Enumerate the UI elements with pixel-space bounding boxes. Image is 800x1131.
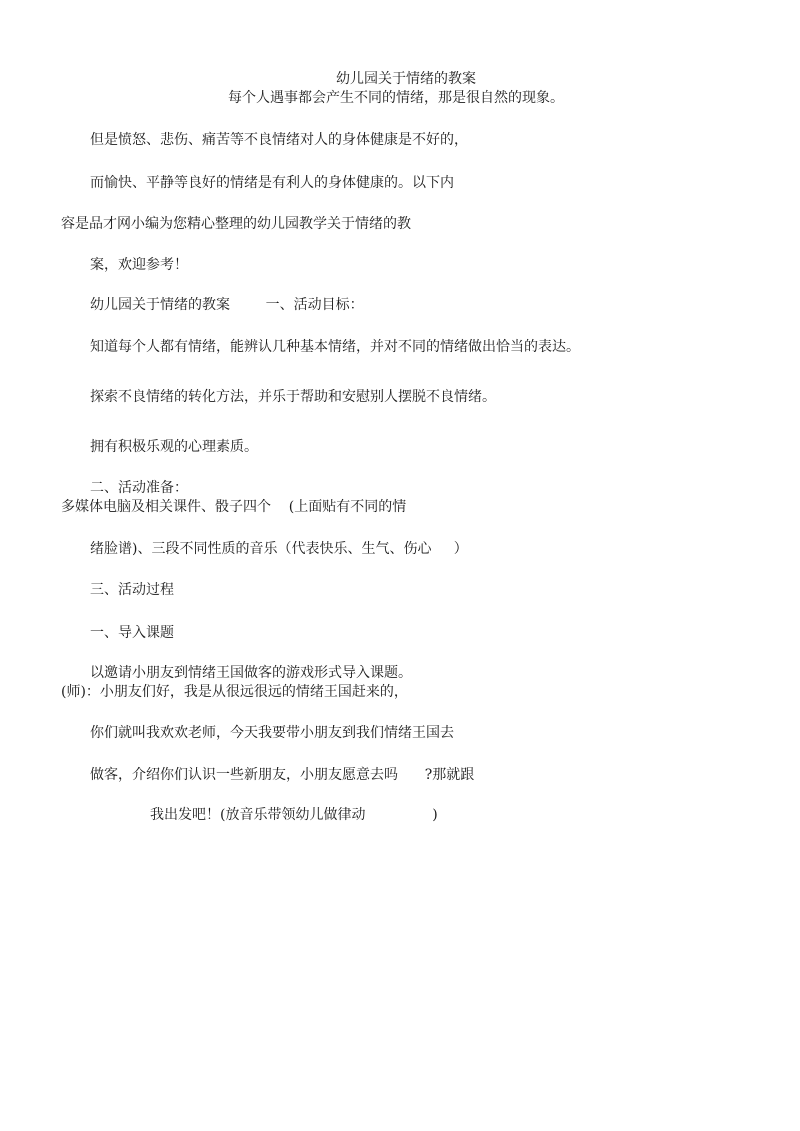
text-line: 以邀请小朋友到情绪王国做客的游戏形式导入课题。 xyxy=(90,665,412,681)
text-line: 绪脸谱)、三段不同性质的音乐（代表快乐、生气、伤心 ） xyxy=(90,541,468,557)
text-line: 案，欢迎参考！ xyxy=(90,257,188,273)
text-line: 多媒体电脑及相关课件、骰子四个 (上面贴有不同的情 xyxy=(61,499,407,515)
subsection-heading-intro: 一、导入课题 xyxy=(90,625,174,641)
text-line: 我出发吧！(放音乐带领幼儿做律动 ) xyxy=(150,807,438,823)
document-title: 幼儿园关于情绪的教案 xyxy=(336,71,476,87)
text-line: 探索不良情绪的转化方法，并乐于帮助和安慰别人摆脱不良情绪。 xyxy=(90,389,496,405)
text-line: 容是品才网小编为您精心整理的幼儿园教学关于情绪的教 xyxy=(61,216,411,232)
section-heading-preparation: 二、活动准备： xyxy=(90,480,188,496)
text-line: 而愉快、平静等良好的情绪是有利人的身体健康的。以下内 xyxy=(90,175,454,191)
text-line: 拥有积极乐观的心理素质。 xyxy=(90,439,258,455)
text-line: 知道每个人都有情绪，能辨认几种基本情绪，并对不同的情绪做出恰当的表达。 xyxy=(90,339,580,355)
text-line: 做客，介绍你们认识一些新朋友，小朋友愿意去吗 ?那就跟 xyxy=(90,767,475,783)
section-heading-objectives: 幼儿园关于情绪的教案 一、活动目标： xyxy=(90,297,364,313)
text-line: 但是愤怒、悲伤、痛苦等不良情绪对人的身体健康是不好的， xyxy=(90,132,468,148)
text-line: (师)：小朋友们好，我是从很远很远的情绪王国赶来的， xyxy=(61,684,408,700)
text-line: 你们就叫我欢欢老师，今天我要带小朋友到我们情绪王国去 xyxy=(90,725,454,741)
document-subtitle: 每个人遇事都会产生不同的情绪，那是很自然的现象。 xyxy=(228,90,564,106)
section-heading-process: 三、活动过程 xyxy=(90,582,174,598)
